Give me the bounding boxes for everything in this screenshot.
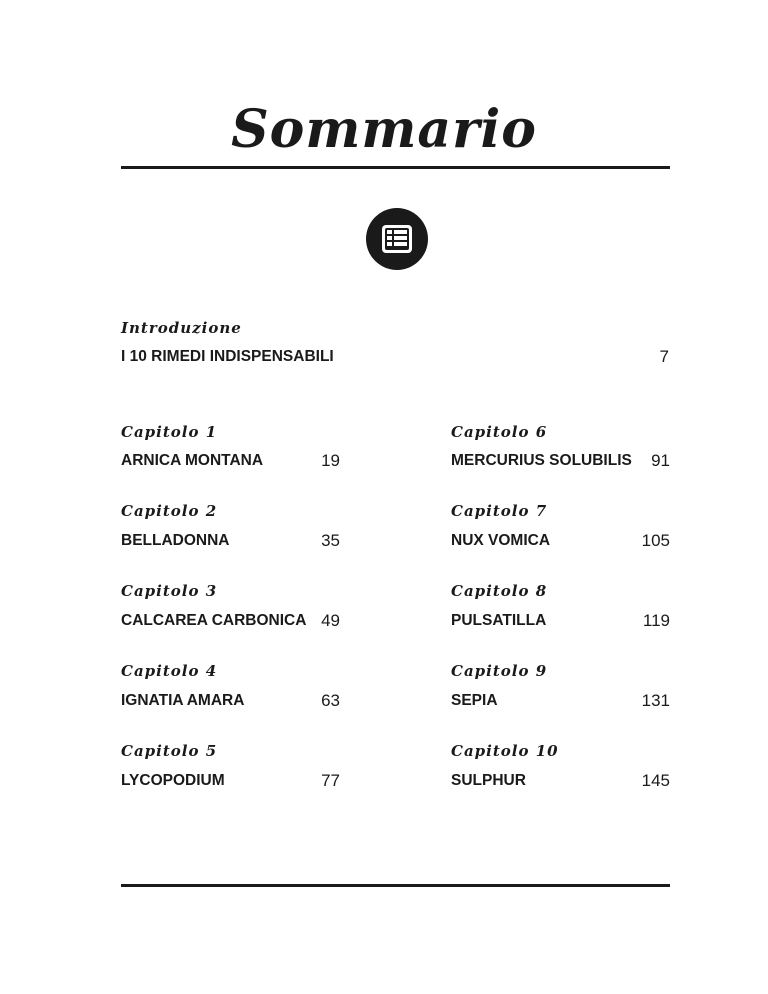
bottom-divider — [121, 884, 670, 887]
chapter-label: Capitolo 3 — [121, 582, 218, 600]
chapter-label: Capitolo 6 — [451, 423, 548, 441]
chapter-label: Capitolo 4 — [121, 662, 218, 680]
chapter-label: Capitolo 10 — [451, 742, 559, 760]
chapter-page-number: 77 — [321, 771, 340, 790]
chapter-title: MERCURIUS SOLUBILIS — [451, 452, 632, 469]
chapter-title: IGNATIA AMARA — [121, 692, 245, 709]
chapter-title: SEPIA — [451, 692, 498, 709]
chapter-page-number: 105 — [641, 531, 670, 550]
intro-label: Introduzione — [121, 319, 242, 337]
chapter-title: BELLADONNA — [121, 532, 230, 549]
chapter-label: Capitolo 5 — [121, 742, 218, 760]
chapter-title: LYCOPODIUM — [121, 772, 225, 789]
chapter-label: Capitolo 9 — [451, 662, 548, 680]
page-title: Sommario — [231, 99, 537, 160]
chapter-title: PULSATILLA — [451, 612, 547, 629]
chapter-page-number: 145 — [641, 771, 670, 790]
chapter-page-number: 49 — [321, 611, 340, 630]
chapter-page-number: 131 — [641, 691, 670, 710]
chapter-page-number: 19 — [321, 451, 340, 470]
chapter-label: Capitolo 7 — [451, 502, 548, 520]
chapter-page-number: 35 — [321, 531, 340, 550]
chapter-title: SULPHUR — [451, 772, 526, 789]
chapter-label: Capitolo 8 — [451, 582, 548, 600]
intro-page-number: 7 — [659, 347, 669, 366]
table-of-contents-icon — [366, 208, 428, 270]
chapter-label: Capitolo 2 — [121, 502, 218, 520]
top-divider — [121, 166, 670, 169]
chapter-page-number: 91 — [651, 451, 670, 470]
intro-entry: I 10 RIMEDI INDISPENSABILI — [121, 348, 334, 365]
chapter-page-number: 119 — [642, 611, 670, 630]
chapter-title: ARNICA MONTANA — [121, 452, 264, 469]
chapter-page-number: 63 — [321, 691, 340, 710]
chapter-title: CALCAREA CARBONICA — [121, 612, 307, 629]
chapter-title: NUX VOMICA — [451, 532, 551, 549]
chapter-label: Capitolo 1 — [121, 423, 218, 441]
